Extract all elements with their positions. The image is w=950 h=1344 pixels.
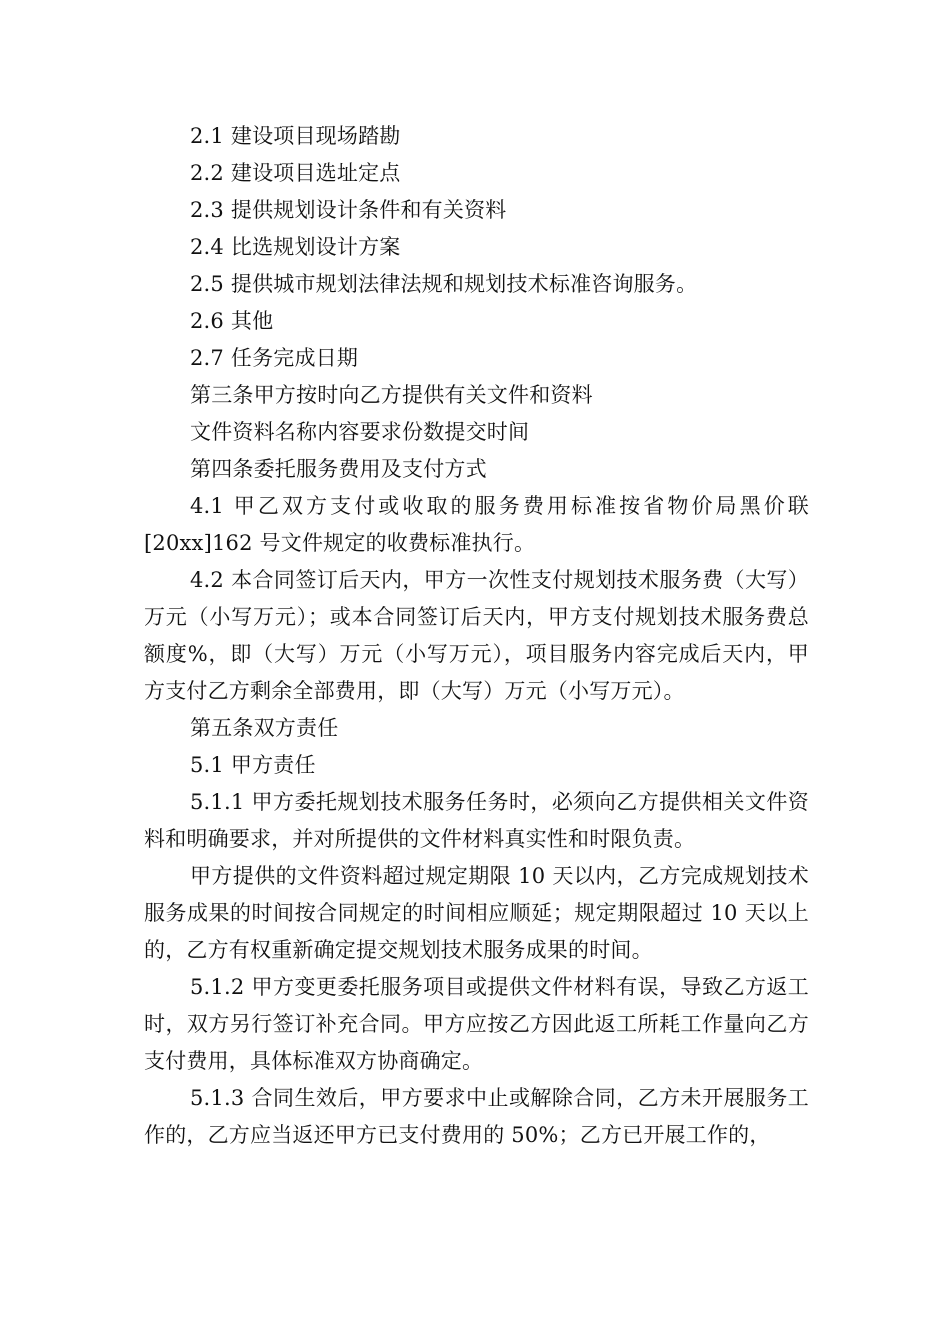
paragraph-5-1: 5.1 甲方责任 <box>190 753 316 777</box>
paragraph-2-7: 2.7 任务完成日期 <box>190 346 359 370</box>
document-body <box>144 118 809 1154</box>
paragraph-5-1-3: 5.1.3 合同生效后，甲方要求中止或解除合同，乙方未开展服务工作的，乙方应当返还甲方已支付费用的 50%；乙方已开展工作的， <box>144 1086 809 1147</box>
paragraph-5-1-1-cont: 甲方提供的文件资料超过规定期限 10 天以内，乙方完成规划技术服务成果的时间按合同规定的时间相应顺延；规定期限超过 10 天以上的，乙方有权重新确定提交规划技术服务成果的时间。 <box>144 864 809 962</box>
paragraph-2-2: 2.2 建设项目选址定点 <box>190 161 401 185</box>
paragraph-4-1: 4.1 甲乙双方支付或收取的服务费用标准按省物价局黑价联[20xx]162 号文件规定的收费标准执行。 <box>144 494 809 555</box>
paragraph-2-1: 2.1 建设项目现场踏勘 <box>190 124 401 148</box>
paragraph-2-6: 2.6 其他 <box>190 309 274 333</box>
paragraph-2-4: 2.4 比选规划设计方案 <box>190 235 401 259</box>
article-5-heading: 第五条双方责任 <box>190 716 339 740</box>
article-4-heading: 第四条委托服务费用及支付方式 <box>190 457 487 481</box>
article-3-heading: 第三条甲方按时向乙方提供有关文件和资料 <box>190 383 593 407</box>
paragraph-5-1-2: 5.1.2 甲方变更委托服务项目或提供文件材料有误，导致乙方返工时，双方另行签订补充合同。甲方应按乙方因此返工所耗工作量向乙方支付费用，具体标准双方协商确定。 <box>144 975 809 1073</box>
paragraph-2-5: 2.5 提供城市规划法律法规和规划技术标准咨询服务。 <box>190 272 698 296</box>
document-list-header: 文件资料名称内容要求份数提交时间 <box>190 420 530 444</box>
paragraph-4-2: 4.2 本合同签订后天内，甲方一次性支付规划技术服务费（大写）万元（小写万元）；或本合同签订后天内，甲方支付规划技术服务费总额度%，即（大写）万元（小写万元），项目服务内容完成后天内，甲方支付乙方剩余全部费用，即（大写）万元（小写万元）。 <box>144 568 809 703</box>
paragraph-2-3: 2.3 提供规划设计条件和有关资料 <box>190 198 507 222</box>
paragraph-5-1-1: 5.1.1 甲方委托规划技术服务任务时，必须向乙方提供相关文件资料和明确要求，并对所提供的文件材料真实性和时限负责。 <box>144 790 809 851</box>
